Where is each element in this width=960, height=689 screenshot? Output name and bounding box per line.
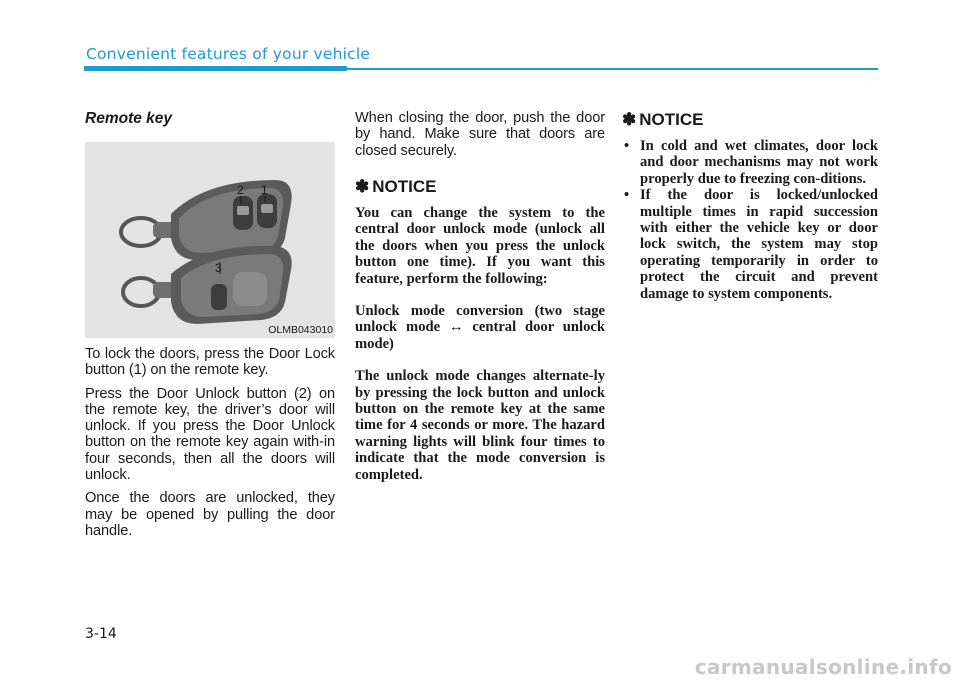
list-item bbox=[622, 138, 878, 187]
body-paragraph: When closing the door, push the door by hand. Make sure that doors are closed securely. bbox=[355, 110, 605, 159]
notice-list bbox=[622, 138, 878, 302]
notice-heading bbox=[355, 177, 605, 197]
list-item-text: In cold and wet climates, door lock and door mechanisms may not work properly due to freezing con-ditions. bbox=[640, 138, 878, 187]
remote-key-bottom-image bbox=[123, 246, 292, 324]
watermark-text: carmanualsonline.info bbox=[694, 655, 952, 679]
notice-paragraph: The unlock mode changes alternate-ly by pressing the lock button and unlock button on the remote key at the same time for 4 seconds or more. The hazard warning lights will blink four times to indicate that the mode conversion is completed. bbox=[355, 368, 605, 483]
callout-label-2: 2 bbox=[237, 183, 244, 197]
notice-paragraph: You can change the system to the central door unlock mode (unlock all the doors when you press the unlock button one time). If you want this feature, perform the following: bbox=[355, 204, 605, 287]
header-rule-thin bbox=[347, 68, 878, 70]
header-rule-thick bbox=[84, 66, 347, 71]
bullet-icon: • bbox=[624, 187, 630, 204]
column-right bbox=[622, 110, 878, 302]
callout-label-3: 3 bbox=[215, 261, 222, 275]
remote-key-illustration bbox=[85, 142, 335, 338]
body-paragraph: Press the Door Unlock button (2) on the remote key, the driver’s door will unlock. If you press the Door Unlock button on the remote key again with-in four seconds, then all the doors will unlock. bbox=[85, 385, 335, 484]
list-item-text: If the door is locked/unlocked multiple times in rapid succession with either the vehicle key or door lock switch, the system may stop operating temporarily in order to protect the circuit and prevent damage to system components. bbox=[640, 187, 878, 302]
section-title: Remote key bbox=[85, 110, 173, 127]
body-paragraph: To lock the doors, press the Door Lock button (1) on the remote key. bbox=[85, 346, 335, 379]
remote-key-figure bbox=[85, 142, 335, 338]
chapter-header-title: Convenient features of your vehicle bbox=[86, 45, 371, 63]
column-left bbox=[85, 110, 335, 546]
notice-heading bbox=[622, 110, 878, 130]
callout-label-1: 1 bbox=[261, 183, 268, 197]
notice-heading-label: NOTICE bbox=[639, 110, 704, 129]
figure-caption: OLMB043010 bbox=[268, 324, 333, 336]
page-number: 3-14 bbox=[85, 626, 117, 642]
bullet-icon: • bbox=[624, 138, 630, 154]
notice-star-icon: ✽ bbox=[355, 176, 370, 196]
notice-paragraph: Unlock mode conversion (two stage unlock mode ↔ central door unlock mode) bbox=[355, 302, 605, 352]
body-paragraph: Once the doors are unlocked, they may be opened by pulling the door handle. bbox=[85, 490, 335, 539]
notice-heading-label: NOTICE bbox=[372, 176, 437, 196]
list-item bbox=[622, 187, 878, 302]
notice-star-icon: ✽ bbox=[622, 110, 637, 129]
column-middle bbox=[355, 110, 605, 499]
